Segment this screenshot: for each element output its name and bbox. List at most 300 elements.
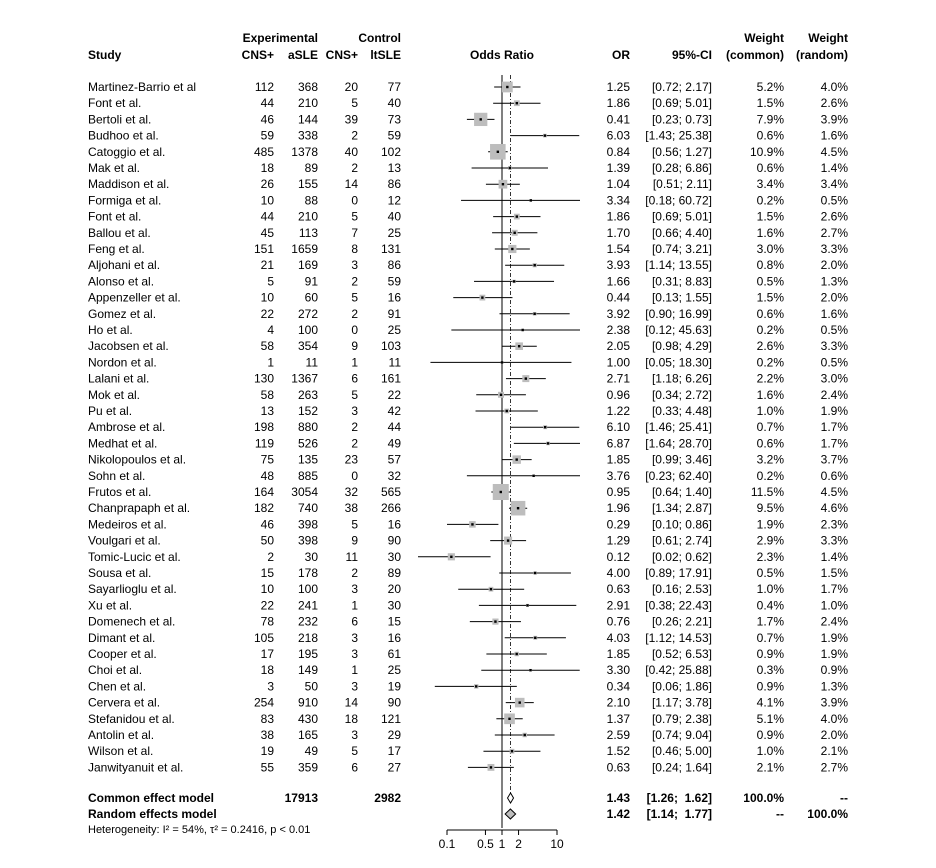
- ci-value: [0.05; 18.30]: [645, 355, 712, 370]
- exp-events: 10: [260, 582, 274, 597]
- study-name: Wilson et al.: [88, 744, 154, 759]
- ctrl-total: 32: [387, 468, 401, 483]
- table-row: [88, 615, 848, 629]
- weight-random: 2.7%: [820, 760, 848, 775]
- heterogeneity-text: Heterogeneity: I² = 54%, τ² = 0.2416, p < 0.01: [88, 824, 311, 836]
- random-effects-diamond: [505, 809, 516, 819]
- weight-common: 0.5%: [756, 274, 784, 289]
- weight-random: 4.5%: [820, 144, 848, 159]
- table-row: [88, 96, 848, 110]
- study-name: Dimant et al.: [88, 630, 156, 645]
- ctrl-events: 3: [351, 647, 358, 661]
- exp-events: 22: [260, 306, 274, 321]
- weight-random: 3.4%: [820, 177, 848, 192]
- ctrl-events: 18: [344, 711, 358, 726]
- weight-random: 0.6%: [820, 468, 848, 483]
- weight-random: 1.9%: [820, 404, 848, 418]
- weight-common: 4.1%: [756, 695, 784, 710]
- ctrl-total: 266: [380, 501, 401, 516]
- weight-common: 0.6%: [756, 436, 784, 451]
- odds-ratio-value: 0.34: [606, 679, 630, 694]
- point-estimate: [511, 750, 513, 752]
- ci-value: [0.18; 60.72]: [645, 193, 712, 208]
- point-estimate: [530, 199, 532, 201]
- odds-ratio-value: 2.10: [606, 695, 630, 710]
- weight-common: 0.2%: [756, 193, 784, 208]
- exp-total: 155: [297, 177, 318, 192]
- ctrl-events: 9: [351, 339, 358, 354]
- table-row: [88, 372, 848, 386]
- exp-total: 241: [297, 598, 318, 613]
- point-estimate: [525, 377, 527, 379]
- odds-ratio-value: 1.86: [606, 96, 630, 111]
- study-name: Cervera et al.: [88, 695, 161, 710]
- ci-value: [0.26; 2.21]: [651, 614, 712, 629]
- odds-ratio-value: 1.96: [606, 501, 630, 516]
- point-estimate: [547, 442, 549, 444]
- summary: [88, 791, 848, 836]
- table-row: [88, 696, 848, 710]
- weight-random: 2.4%: [820, 387, 848, 402]
- weight-common: 0.2%: [756, 355, 784, 370]
- ctrl-total: 22: [387, 387, 401, 402]
- ctrl-total: 42: [387, 404, 401, 418]
- table-row: [88, 161, 848, 175]
- odds-ratio-value: 0.76: [606, 614, 630, 629]
- exp-total: 11: [305, 355, 318, 370]
- x-tick-label: 0.1: [438, 837, 456, 851]
- odds-ratio-value: 1.04: [606, 177, 630, 192]
- study-name: Mak et al.: [88, 161, 141, 175]
- weight-random: 4.0%: [820, 711, 848, 726]
- point-estimate: [481, 296, 483, 298]
- header-exp-total: aSLE: [287, 48, 318, 62]
- exp-events: 182: [253, 501, 274, 516]
- ctrl-events: 0: [351, 193, 358, 208]
- ci-value: [0.23; 0.73]: [651, 112, 712, 127]
- ctrl-total: 90: [387, 533, 401, 548]
- point-estimate: [502, 183, 504, 185]
- exp-events: 18: [260, 663, 274, 678]
- odds-ratio-value: 0.63: [606, 760, 630, 775]
- weight-random: 1.9%: [820, 647, 848, 661]
- ci-value: [0.64; 1.40]: [651, 485, 712, 499]
- exp-total: 100: [297, 582, 318, 597]
- exp-events: 4: [267, 323, 274, 337]
- study-name: Aljohani et al.: [88, 258, 161, 273]
- weight-common: 1.7%: [756, 614, 784, 629]
- header-ci: 95%-CI: [671, 48, 712, 62]
- ctrl-total: 17: [387, 744, 401, 759]
- weight-common: 0.5%: [756, 566, 784, 580]
- exp-total: 89: [304, 161, 318, 175]
- ci-value: [0.72; 2.17]: [651, 80, 712, 94]
- exp-total: 3054: [291, 485, 318, 499]
- random-effects-ci: [1.14; 1.77]: [646, 807, 712, 821]
- exp-total: 60: [304, 290, 318, 305]
- point-estimate: [501, 361, 503, 363]
- odds-ratio-value: 1.66: [606, 274, 630, 289]
- odds-ratio-value: 6.10: [606, 420, 630, 435]
- point-estimate: [450, 556, 452, 558]
- ci-value: [0.98; 4.29]: [651, 339, 712, 354]
- ctrl-total: 90: [387, 695, 401, 710]
- x-tick-label: 1: [498, 837, 506, 851]
- ctrl-events: 7: [351, 225, 358, 240]
- weight-common: 2.3%: [756, 549, 784, 564]
- ctrl-total: 11: [388, 355, 401, 370]
- study-name: Antolin et al.: [88, 728, 155, 742]
- ci-value: [0.52; 6.53]: [651, 647, 712, 661]
- ctrl-total: 27: [387, 760, 401, 775]
- point-estimate: [519, 701, 521, 703]
- ci-value: [0.42; 25.88]: [645, 663, 712, 678]
- point-estimate: [513, 232, 515, 234]
- table-row: [88, 307, 848, 321]
- ci-value: [0.74; 9.04]: [651, 728, 712, 742]
- weight-common: 1.6%: [756, 387, 784, 402]
- odds-ratio-value: 2.05: [606, 339, 630, 354]
- ctrl-total: 59: [387, 274, 401, 289]
- random-effects-weight-common: --: [776, 807, 784, 821]
- odds-ratio-value: 1.25: [606, 80, 630, 94]
- weight-random: 1.7%: [820, 582, 848, 597]
- exp-events: 21: [260, 258, 274, 273]
- odds-ratio-value: 1.85: [606, 452, 630, 467]
- exp-events: 1: [267, 355, 274, 370]
- ctrl-events: 9: [351, 533, 358, 548]
- ci-value: [0.02; 0.62]: [651, 549, 712, 564]
- table-row: [88, 129, 848, 143]
- study-name: Maddison et al.: [88, 177, 170, 192]
- table-row: [88, 501, 848, 515]
- ci-value: [0.24; 1.64]: [651, 760, 712, 775]
- weight-common: 1.6%: [756, 225, 784, 240]
- exp-events: 198: [253, 420, 274, 435]
- header: [88, 31, 848, 62]
- ctrl-events: 3: [351, 630, 358, 645]
- weight-common: 0.2%: [756, 468, 784, 483]
- common-effect-diamond: [508, 793, 514, 803]
- table-row: [88, 712, 848, 726]
- ctrl-events: 5: [351, 744, 358, 759]
- plot-area: [418, 75, 580, 851]
- point-estimate: [475, 685, 477, 687]
- odds-ratio-value: 1.70: [606, 225, 630, 240]
- exp-total: 526: [297, 436, 318, 451]
- point-estimate: [515, 458, 517, 460]
- study-name: Nikolopoulos et al.: [88, 452, 187, 467]
- weight-common: 9.5%: [756, 501, 784, 516]
- ctrl-total: 25: [387, 663, 401, 678]
- exp-total: 1367: [291, 371, 318, 386]
- exp-events: 112: [254, 80, 274, 94]
- study-name: Lalani et al.: [88, 371, 150, 386]
- weight-random: 1.6%: [820, 128, 848, 143]
- study-name: Font et al.: [88, 96, 142, 111]
- common-effect-weight-random: --: [840, 791, 848, 805]
- odds-ratio-value: 0.29: [606, 517, 630, 532]
- study-name: Chen et al.: [88, 679, 147, 694]
- ci-value: [0.99; 3.46]: [651, 452, 712, 467]
- weight-random: 4.0%: [820, 80, 848, 94]
- point-estimate: [508, 718, 510, 720]
- odds-ratio-value: 1.22: [606, 404, 630, 418]
- ci-value: [0.90; 16.99]: [645, 306, 712, 321]
- weight-common: 3.4%: [756, 177, 784, 192]
- ctrl-events: 6: [351, 760, 358, 775]
- ctrl-events: 40: [344, 144, 358, 159]
- weight-random: 2.6%: [820, 209, 848, 224]
- ci-value: [0.69; 5.01]: [651, 96, 712, 111]
- weight-random: 1.6%: [820, 306, 848, 321]
- study-name: Frutos et al.: [88, 485, 152, 499]
- exp-total: 880: [297, 420, 318, 435]
- weight-random: 1.5%: [820, 566, 848, 580]
- point-estimate: [516, 215, 518, 217]
- ctrl-events: 11: [345, 549, 358, 564]
- exp-total: 88: [304, 193, 318, 208]
- header-weight-random-2: (random): [796, 48, 848, 62]
- study-name: Cooper et al.: [88, 647, 157, 661]
- ci-value: [0.33; 4.48]: [651, 404, 712, 418]
- ci-value: [1.46; 25.41]: [645, 420, 712, 435]
- odds-ratio-value: 3.30: [606, 663, 630, 678]
- weight-common: 0.4%: [756, 598, 784, 613]
- ci-value: [0.51; 2.11]: [652, 177, 712, 192]
- odds-ratio-value: 6.03: [606, 128, 630, 143]
- x-tick-label: 10: [550, 837, 564, 851]
- ci-value: [0.12; 45.63]: [645, 323, 712, 337]
- ctrl-events: 2: [351, 566, 358, 580]
- point-estimate: [524, 734, 526, 736]
- study-name: Domenech et al.: [88, 614, 176, 629]
- exp-events: 119: [254, 436, 274, 451]
- exp-total: 272: [297, 306, 318, 321]
- odds-ratio-value: 1.85: [606, 647, 630, 661]
- point-estimate: [516, 102, 518, 104]
- ctrl-events: 5: [351, 209, 358, 224]
- exp-total: 50: [304, 679, 318, 694]
- weight-common: 11.5%: [750, 485, 784, 499]
- study-name: Formiga et al.: [88, 193, 162, 208]
- header-weight-random-1: Weight: [808, 31, 848, 45]
- weight-random: 1.7%: [820, 420, 848, 435]
- study-name: Font et al.: [88, 209, 142, 224]
- odds-ratio-value: 2.59: [606, 728, 630, 742]
- ctrl-events: 3: [351, 404, 358, 418]
- ctrl-events: 39: [344, 112, 358, 127]
- table-row: [88, 598, 848, 612]
- point-estimate: [532, 475, 534, 477]
- ctrl-events: 1: [351, 598, 358, 613]
- weight-common: 2.9%: [756, 533, 784, 548]
- ctrl-events: 23: [344, 452, 358, 467]
- common-effect-ci: [1.26; 1.62]: [646, 791, 712, 805]
- point-estimate: [497, 151, 499, 153]
- exp-total: 430: [297, 711, 318, 726]
- table-row: [88, 631, 848, 645]
- ctrl-total: 30: [387, 549, 401, 564]
- ctrl-total: 19: [387, 679, 401, 694]
- odds-ratio-value: 4.03: [606, 630, 630, 645]
- point-estimate: [517, 507, 519, 509]
- ctrl-total: 59: [387, 128, 401, 143]
- exp-events: 2: [267, 549, 274, 564]
- ctrl-total: 16: [387, 290, 401, 305]
- study-name: Catoggio et al.: [88, 144, 166, 159]
- odds-ratio-value: 0.96: [606, 387, 630, 402]
- weight-random: 0.5%: [820, 323, 848, 337]
- exp-total: 49: [304, 744, 318, 759]
- exp-events: 59: [260, 128, 274, 143]
- odds-ratio-value: 6.87: [606, 436, 630, 451]
- ctrl-events: 32: [344, 485, 358, 499]
- ci-value: [0.28; 6.86]: [651, 161, 712, 175]
- point-estimate: [500, 394, 502, 396]
- table-row: [88, 485, 848, 499]
- ctrl-events: 1: [351, 355, 358, 370]
- study-name: Ballou et al.: [88, 225, 151, 240]
- exp-events: 5: [267, 274, 274, 289]
- odds-ratio-value: 1.00: [606, 355, 630, 370]
- ctrl-events: 2: [351, 436, 358, 451]
- exp-events: 44: [260, 96, 274, 111]
- ctrl-total: 40: [387, 96, 401, 111]
- table-row: [88, 274, 848, 288]
- study-name: Choi et al.: [88, 663, 143, 678]
- common-effect-weight-common: 100.0%: [743, 791, 784, 805]
- study-name: Sayarlioglu et al.: [88, 582, 177, 597]
- weight-random: 3.0%: [820, 371, 848, 386]
- exp-events: 58: [260, 387, 274, 402]
- ci-value: [0.79; 2.38]: [651, 711, 712, 726]
- ctrl-total: 121: [380, 711, 401, 726]
- ctrl-total: 565: [380, 485, 401, 499]
- odds-ratio-value: 3.76: [606, 468, 630, 483]
- header-study: Study: [88, 48, 122, 62]
- exp-events: 78: [260, 614, 274, 629]
- exp-events: 105: [253, 630, 274, 645]
- table-row: [88, 339, 848, 353]
- weight-random: 3.9%: [820, 112, 848, 127]
- exp-total: 135: [297, 452, 318, 467]
- study-name: Martinez-Barrio et al: [88, 80, 197, 94]
- weight-common: 3.0%: [756, 242, 784, 256]
- study-name: Bertoli et al.: [88, 112, 152, 127]
- exp-total: 398: [297, 517, 318, 532]
- x-tick-label: 2: [515, 837, 522, 851]
- exp-events: 10: [260, 193, 274, 208]
- exp-total: 354: [297, 339, 318, 354]
- header-odds-ratio: Odds Ratio: [469, 48, 535, 62]
- exp-events: 26: [260, 177, 274, 192]
- study-name: Gomez et al.: [88, 306, 157, 321]
- ctrl-events: 14: [344, 695, 358, 710]
- odds-ratio-value: 3.93: [606, 258, 630, 273]
- ctrl-events: 38: [344, 501, 358, 516]
- ctrl-total: 30: [387, 598, 401, 613]
- odds-ratio-value: 0.84: [606, 144, 630, 159]
- weight-common: 0.8%: [756, 258, 784, 273]
- study-name: Appenzeller et al.: [88, 290, 181, 305]
- table-row: [88, 663, 848, 677]
- weight-random: 2.0%: [820, 290, 848, 305]
- study-name: Ho et al.: [88, 323, 133, 337]
- weight-random: 1.3%: [820, 274, 848, 289]
- point-estimate: [533, 313, 535, 315]
- odds-ratio-value: 0.41: [606, 112, 630, 127]
- weight-random: 2.0%: [820, 258, 848, 273]
- ctrl-total: 61: [387, 647, 401, 661]
- exp-total: 359: [297, 760, 318, 775]
- weight-common: 1.9%: [756, 517, 784, 532]
- exp-events: 151: [253, 242, 274, 256]
- exp-total: 1378: [291, 144, 318, 159]
- ctrl-total: 25: [387, 323, 401, 337]
- point-estimate: [534, 572, 536, 574]
- weight-random: 3.9%: [820, 695, 848, 710]
- ci-value: [1.43; 25.38]: [645, 128, 712, 143]
- odds-ratio-value: 1.37: [606, 711, 630, 726]
- random-effects-label: Random effects model: [88, 807, 217, 821]
- point-estimate: [515, 653, 517, 655]
- ci-value: [0.61; 2.74]: [651, 533, 712, 548]
- ctrl-total: 91: [387, 306, 401, 321]
- weight-random: 1.3%: [820, 679, 848, 694]
- ci-value: [1.17; 3.78]: [651, 695, 712, 710]
- study-name: Budhoo et al.: [88, 128, 159, 143]
- exp-total: 100: [297, 323, 318, 337]
- exp-events: 3: [267, 679, 274, 694]
- ci-value: [0.56; 1.27]: [651, 144, 712, 159]
- weight-random: 0.5%: [820, 193, 848, 208]
- weight-random: 2.7%: [820, 225, 848, 240]
- point-estimate: [544, 134, 546, 136]
- weight-common: 1.5%: [756, 96, 784, 111]
- weight-common: 0.9%: [756, 728, 784, 742]
- table-row: [88, 534, 848, 548]
- point-estimate: [513, 280, 515, 282]
- ctrl-total: 16: [387, 517, 401, 532]
- study-name: Nordon et al.: [88, 355, 157, 370]
- weight-random: 1.9%: [820, 630, 848, 645]
- table-row: [88, 226, 848, 240]
- odds-ratio-value: 2.71: [606, 371, 630, 386]
- study-name: Stefanidou et al.: [88, 711, 175, 726]
- point-estimate: [511, 248, 513, 250]
- weight-random: 4.5%: [820, 485, 848, 499]
- exp-total: 210: [297, 209, 318, 224]
- ctrl-events: 1: [351, 663, 358, 678]
- exp-total: 144: [297, 112, 318, 127]
- exp-events: 164: [253, 485, 274, 499]
- ctrl-total: 103: [380, 339, 401, 354]
- ci-value: [0.89; 17.91]: [645, 566, 712, 580]
- ctrl-total: 12: [387, 193, 401, 208]
- ctrl-events: 6: [351, 371, 358, 386]
- point-estimate: [471, 523, 473, 525]
- ctrl-total: 49: [387, 436, 401, 451]
- weight-common: 0.2%: [756, 323, 784, 337]
- weight-common: 0.7%: [756, 420, 784, 435]
- ctrl-events: 5: [351, 517, 358, 532]
- odds-ratio-value: 1.29: [606, 533, 630, 548]
- exp-events: 10: [260, 290, 274, 305]
- header-ctrl-events: CNS+: [325, 48, 358, 62]
- exp-events: 17: [260, 647, 274, 661]
- table-row: [88, 566, 848, 580]
